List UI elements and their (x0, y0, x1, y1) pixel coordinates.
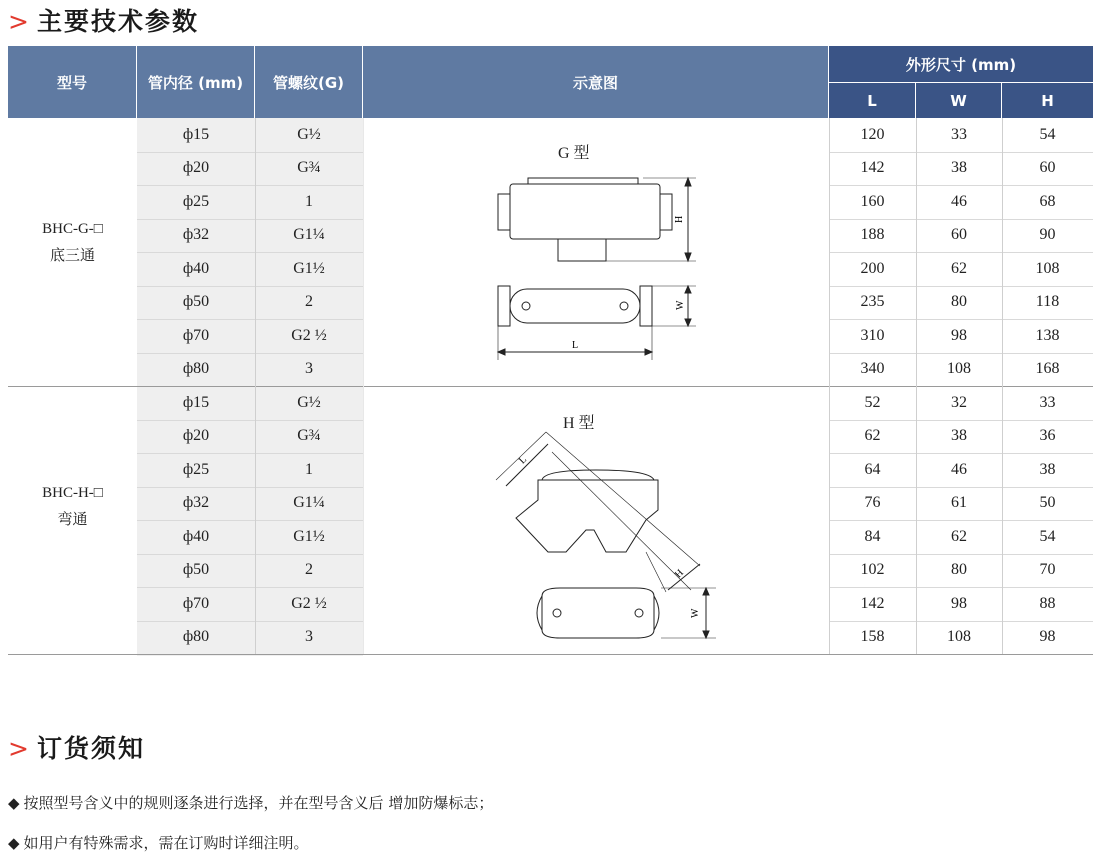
thread-cell: G1½ (293, 259, 325, 277)
header-model: 型号 (8, 46, 137, 118)
dim-W-cell: 98 (951, 326, 967, 344)
model-code-h: BHC-H-□ (42, 485, 103, 501)
note-1 (8, 792, 493, 813)
column-divider (255, 118, 256, 654)
dim-H-cell: 54 (1039, 125, 1056, 143)
note-2-text: 如用户有特殊需求，需在订购时详细注明。 (23, 834, 309, 852)
model-label-g (8, 216, 137, 268)
pipe-diameter-cell: ф20 (182, 159, 210, 177)
dim-H-cell: 118 (1035, 293, 1060, 311)
dim-W-cell: 108 (947, 628, 971, 646)
dim-W-cell: 32 (951, 393, 967, 411)
column-divider (363, 118, 364, 654)
thread-cell: 1 (305, 460, 313, 478)
thread-cell: G½ (297, 393, 321, 411)
diamond-bullet-icon: ◆ (8, 794, 20, 812)
pipe-diameter-cell: ф40 (182, 259, 210, 277)
dim-W-cell: 46 (951, 460, 967, 478)
header-L: L (829, 83, 916, 118)
h-lid (542, 470, 654, 480)
dim-H-cell: 88 (1039, 594, 1056, 612)
dim-H-cell: 98 (1039, 628, 1056, 646)
section-title-params (8, 2, 199, 38)
dim-L-cell: 142 (860, 594, 885, 612)
dim-W-cell: 80 (951, 561, 967, 579)
thread-cell: G1¼ (293, 226, 325, 244)
dim-W-cell: 62 (951, 527, 967, 545)
diagram-label-g: G 型 (558, 145, 590, 162)
group-divider (8, 654, 1093, 655)
dim-L-cell: 120 (860, 125, 885, 143)
column-divider (1002, 118, 1003, 654)
dim-L-cell: 310 (860, 326, 885, 344)
pipe-diameter-cell: ф15 (182, 125, 210, 143)
h-h-label: H (672, 567, 686, 581)
diagram-label-h: H 型 (563, 415, 595, 432)
g-body-front (510, 184, 660, 239)
h-body-top (542, 588, 654, 638)
pipe-diameter-cell: ф80 (182, 628, 210, 646)
dim-W-cell: 33 (951, 125, 967, 143)
header-dims: 外形尺寸 (mm) (829, 46, 1093, 83)
g-bottom-hub (558, 239, 606, 261)
dim-H-cell: 50 (1039, 494, 1056, 512)
dim-W-cell: 60 (951, 226, 967, 244)
dim-H-cell: 70 (1039, 561, 1056, 579)
dim-W-cell: 38 (951, 159, 967, 177)
g-w-label: W (675, 300, 686, 310)
pipe-diameter-cell: ф70 (182, 326, 210, 344)
pipe-diameter-cell: ф15 (182, 393, 210, 411)
dim-W-cell: 80 (951, 293, 967, 311)
dim-L-cell: 160 (860, 192, 885, 210)
header-diagram: 示意图 (363, 46, 829, 118)
header-W: W (916, 83, 1002, 118)
dim-W-cell: 46 (951, 192, 967, 210)
g-l-label: L (572, 340, 579, 351)
thread-cell: G½ (297, 125, 321, 143)
dim-H-cell: 54 (1039, 527, 1056, 545)
dim-L-cell: 84 (864, 527, 881, 545)
pipe-diameter-cell: ф32 (182, 226, 210, 244)
dim-L-cell: 62 (864, 427, 881, 445)
dim-W-cell: 108 (947, 360, 971, 378)
pipe-diameter-cell: ф70 (182, 594, 210, 612)
dim-H-cell: 33 (1039, 393, 1056, 411)
dim-L-cell: 52 (864, 393, 881, 411)
thread-cell: G2 ½ (291, 594, 327, 612)
column-divider (916, 118, 917, 654)
diamond-bullet-icon: ◆ (8, 834, 20, 852)
note-2 (8, 832, 309, 853)
order-title-text: 订货须知 (36, 734, 145, 763)
pipe-diameter-cell: ф32 (182, 494, 210, 512)
dim-W-cell: 61 (951, 494, 967, 512)
thread-cell: G2 ½ (291, 326, 327, 344)
column-divider (829, 118, 830, 654)
dim-L-cell: 188 (860, 226, 885, 244)
dim-L-cell: 340 (860, 360, 885, 378)
g-h-label: H (674, 215, 685, 223)
thread-cell: 2 (305, 293, 313, 311)
h-l-label: L (516, 454, 530, 467)
pipe-diameter-cell: ф25 (182, 192, 210, 210)
section-title-order (8, 729, 145, 765)
dim-W-cell: 98 (951, 594, 967, 612)
dim-L-cell: 76 (864, 494, 881, 512)
h-body (516, 480, 658, 552)
thread-cell: G¾ (297, 427, 321, 445)
model-label-h (8, 480, 137, 532)
dim-H-cell: 60 (1039, 159, 1056, 177)
params-title-text: 主要技术参数 (36, 7, 199, 36)
dim-L-cell: 142 (860, 159, 885, 177)
model-name-h: 弯通 (57, 510, 88, 528)
pipe-diameter-cell: ф50 (182, 561, 210, 579)
pipe-diameter-cell: ф80 (182, 360, 210, 378)
dim-H-cell: 90 (1039, 226, 1056, 244)
g-left-hub (498, 194, 510, 230)
dim-H-cell: 36 (1039, 427, 1056, 445)
thread-cell: 2 (305, 561, 313, 579)
arrow-icon: > (8, 7, 31, 36)
pipe-diameter-cell: ф40 (182, 527, 210, 545)
header-pipe-diameter: 管内径 (mm) (137, 46, 255, 118)
thread-cell: 1 (305, 192, 313, 210)
thread-cell: G1½ (293, 527, 325, 545)
params-table (8, 46, 1093, 658)
pipe-diameter-cell: ф50 (182, 293, 210, 311)
dim-H-cell: 68 (1039, 192, 1056, 210)
header-thread: 管螺纹(G) (255, 46, 363, 118)
g-right-hub (660, 194, 672, 230)
h-w-label: W (690, 608, 701, 618)
arrow-icon: > (8, 734, 31, 763)
dim-L-cell: 64 (864, 460, 881, 478)
dim-H-cell: 138 (1035, 326, 1060, 344)
dim-H-cell: 168 (1035, 360, 1060, 378)
dim-W-cell: 62 (951, 259, 967, 277)
dim-L-cell: 235 (860, 293, 885, 311)
dim-H-cell: 38 (1039, 460, 1056, 478)
model-name-g: 底三通 (49, 246, 95, 264)
thread-cell: G¾ (297, 159, 321, 177)
thread-cell: 3 (305, 360, 313, 378)
model-code-g: BHC-G-□ (42, 221, 103, 237)
header-H: H (1002, 83, 1093, 118)
g-right-hub-top (640, 286, 652, 326)
g-left-hub-top (498, 286, 510, 326)
dim-H-cell: 108 (1035, 259, 1060, 277)
dim-L-cell: 200 (860, 259, 885, 277)
g-lid-front (528, 178, 638, 184)
dim-L-cell: 102 (860, 561, 885, 579)
note-1-text: 按照型号含义中的规则逐条进行选择，并在型号含义后 增加防爆标志； (23, 794, 494, 812)
g-type-diagram (488, 170, 708, 370)
thread-cell: 3 (305, 628, 313, 646)
pipe-diameter-cell: ф25 (182, 460, 210, 478)
h-type-diagram (486, 430, 726, 642)
pipe-diameter-cell: ф20 (182, 427, 210, 445)
dim-W-cell: 38 (951, 427, 967, 445)
thread-cell: G1¼ (293, 494, 325, 512)
dim-L-cell: 158 (860, 628, 885, 646)
